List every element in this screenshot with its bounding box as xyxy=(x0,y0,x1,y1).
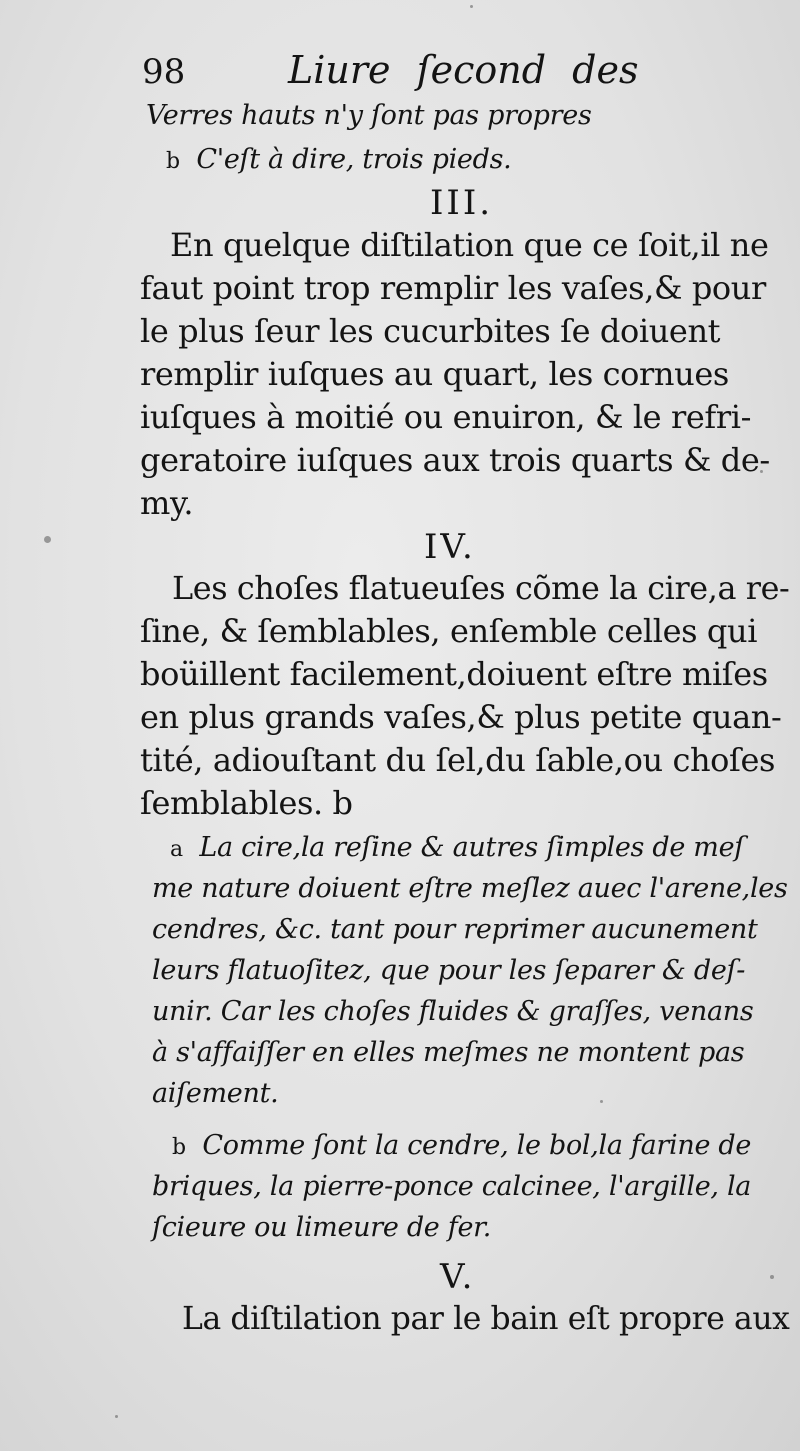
paper-speck xyxy=(470,5,473,8)
paragraph-line: ſemblables. b xyxy=(140,784,353,822)
paragraph-line: boüillent facilement,doiuent eſtre miſes xyxy=(140,655,768,693)
note-marker-b: b xyxy=(166,149,180,174)
paragraph-line: ſine, & ſemblables, enſemble celles qui xyxy=(140,612,758,650)
footnote-line: me nature doiuent eſtre meſlez auec l'arene,les xyxy=(152,873,788,904)
page-number: 98 xyxy=(142,52,186,92)
footnote-line: leurs flatuoſitez, que pour les ſeparer & deſ- xyxy=(152,955,746,986)
note-marker-b: b xyxy=(172,1135,186,1160)
footnote-line: briques, la pierre-ponce calcinee, l'argille, la xyxy=(152,1171,752,1202)
paragraph-line: en plus grands vaſes,& plus petite quan- xyxy=(140,698,782,736)
paper-speck xyxy=(44,536,51,543)
paragraph-line: remplir iuſques au quart, les cornues xyxy=(140,355,729,393)
footnote-line: b Comme ſont la cendre, le bol,la farine de xyxy=(172,1130,752,1161)
footnote-line: a La cire,la reſine & autres ſimples de meſ xyxy=(170,832,744,863)
paragraph-line: geratoire iuſques aux trois quarts & de- xyxy=(140,441,770,479)
footnote-line: aiſement. xyxy=(152,1078,279,1109)
running-title: Liure ſecond des xyxy=(288,48,639,92)
paragraph-line: En quelque diſtilation que ce ſoit,il ne xyxy=(170,226,769,264)
footnote-line: à s'affaiſſer en elles meſmes ne montent pas xyxy=(152,1037,745,1068)
paper-speck xyxy=(600,1100,603,1103)
prev-note-line: Verres hauts n'y ſont pas propres xyxy=(146,100,592,131)
prev-note-line: b C'eſt à dire, trois pieds. xyxy=(166,144,512,175)
footnote-line: unir. Car les choſes fluides & graſſes, venans xyxy=(152,996,754,1027)
note-marker-a: a xyxy=(170,837,183,862)
paragraph-line: tité, adiouſtant du ſel,du ſable,ou choſes xyxy=(140,741,776,779)
paragraph-line: my. xyxy=(140,484,194,522)
section-numeral-iv: IV. xyxy=(424,527,476,567)
paragraph-line: faut point trop remplir les vaſes,& pour xyxy=(140,269,766,307)
section-numeral-v: V. xyxy=(440,1257,476,1297)
paper-speck xyxy=(115,1415,118,1418)
paragraph-line: le plus ſeur les cucurbites ſe doiuent xyxy=(140,312,721,350)
paragraph-line: Les choſes flatueuſes cõme la cire,a re- xyxy=(172,569,790,607)
paragraph-line: La diſtilation par le bain eſt propre aux xyxy=(182,1299,790,1337)
section-numeral-iii: III. xyxy=(430,183,494,223)
footnote-line: cendres, &c. tant pour reprimer aucunement xyxy=(152,914,758,945)
paper-speck xyxy=(770,1275,774,1279)
paragraph-line: iuſques à moitié ou enuiron, & le refri- xyxy=(140,398,751,436)
footnote-line: ſcieure ou limeure de fer. xyxy=(152,1212,492,1243)
